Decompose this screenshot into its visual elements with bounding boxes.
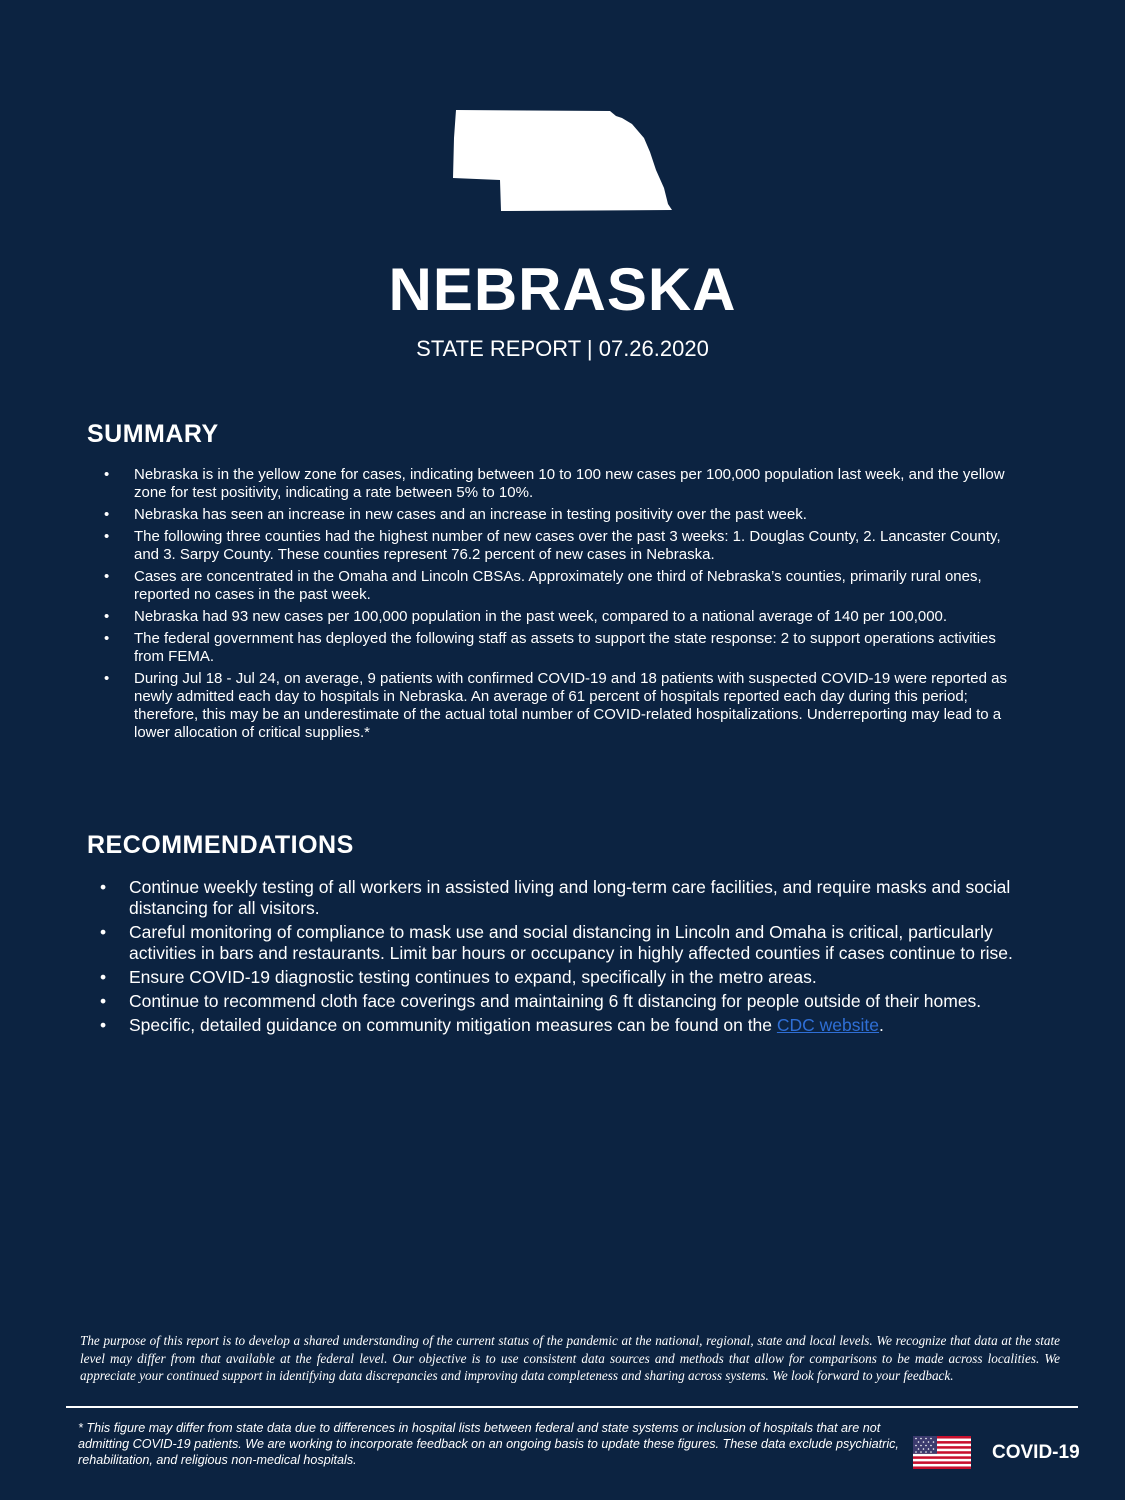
summary-list [104, 466, 1024, 746]
summary-item-text: Nebraska is in the yellow zone for cases, indicating between 10 to 100 new cases per 100,000 population last week, and the yellow zone for test positivity, indicating a rate between 5% to 10%. [134, 466, 1005, 501]
summary-item [104, 466, 1024, 502]
report-disclaimer: The purpose of this report is to develop a shared understanding of the current status of the pandemic at the national, regional, state and local levels. We recognize that data at the state level may differ from that available at the federal level. Our objective is to use consistent data sources and methods that allow for comparisons to be made across localities. We appreciate your continued support in identifying data discrepancies and improving data completeness and sharing across systems. We look forward to your feedback. [80, 1333, 1060, 1383]
footer-divider [66, 1406, 1078, 1408]
summary-item-text: The following three counties had the highest number of new cases over the past 3 weeks: 1. Douglas County, 2. Lancaster County, and 3. Sarpy County. These counties represent 76.2 percent of new cases in Nebraska. [134, 528, 1001, 563]
bullet-icon: • [100, 1015, 107, 1035]
page-title: NEBRASKA [388, 256, 737, 323]
summary-item-text: The federal government has deployed the following staff as assets to support the state response: 2 to support operations activities from FEMA. [134, 630, 996, 665]
bullet-icon: • [100, 922, 107, 942]
bullet-icon: • [104, 528, 110, 545]
bullet-icon: • [100, 991, 107, 1011]
recommendation-item-prefix: Specific, detailed guidance on community mitigation measures can be found on the [129, 1015, 777, 1035]
bullet-icon: • [100, 967, 107, 987]
recommendations-list [100, 877, 1025, 1039]
recommendation-item-text: Ensure COVID-19 diagnostic testing continues to expand, specifically in the metro areas. [129, 967, 817, 987]
summary-item [104, 630, 1024, 666]
recommendation-item [100, 877, 1025, 919]
bullet-icon: • [104, 466, 110, 483]
recommendation-item [100, 967, 1025, 988]
recommendation-item [100, 922, 1025, 964]
nebraska-state-outline-icon [450, 108, 674, 214]
report-date-subtitle: STATE REPORT | 07.26.2020 [416, 336, 709, 361]
bullet-icon: • [100, 877, 107, 897]
bullet-icon: • [104, 670, 110, 687]
recommendation-item-suffix: . [879, 1015, 884, 1035]
recommendations-heading: RECOMMENDATIONS [87, 831, 354, 859]
bullet-icon: • [104, 506, 110, 523]
bullet-icon: • [104, 630, 110, 647]
recommendation-item-text: Continue weekly testing of all workers in assisted living and long-term care facilities, and require masks and social distancing for all visitors. [129, 877, 1011, 918]
summary-item [104, 528, 1024, 564]
hospital-data-footnote: * This figure may differ from state data due to differences in hospital lists between federal and state systems or inclusion of hospitals that are not admitting COVID-19 patients. We are working to incorporate feedback on an ongoing basis to update these figures. These data exclude psychiatric, rehabilitation, and religious non-medical hospitals. [78, 1421, 899, 1467]
summary-item [104, 568, 1024, 604]
us-flag-icon [913, 1436, 971, 1469]
covid-19-brand: COVID-19 [992, 1442, 1080, 1463]
bullet-icon: • [104, 608, 110, 625]
summary-heading: SUMMARY [87, 420, 219, 448]
summary-item-text: Nebraska had 93 new cases per 100,000 population in the past week, compared to a national average of 140 per 100,000. [134, 608, 948, 625]
recommendation-item-text: Continue to recommend cloth face coverings and maintaining 6 ft distancing for people outside of their homes. [129, 991, 982, 1011]
summary-item-text: Nebraska has seen an increase in new cases and an increase in testing positivity over the past week. [134, 506, 807, 523]
summary-item-text: During Jul 18 - Jul 24, on average, 9 patients with confirmed COVID-19 and 18 patients with suspected COVID-19 were reported as newly admitted each day to hospitals in Nebraska. An average of 61 percent of hospitals reported each day during this period; therefore, this may be an underestimate of the actual total number of COVID-related hospitalizations. Underreporting may lead to a lower allocation of critical supplies.* [134, 670, 1007, 741]
summary-item [104, 506, 1024, 524]
bullet-icon: • [104, 568, 110, 585]
recommendation-item [100, 1015, 1025, 1036]
recommendation-item-text: Careful monitoring of compliance to mask use and social distancing in Lincoln and Omaha is critical, particularly activities in bars and restaurants. Limit bar hours or occupancy in highly affected counties if cases continue to rise. [129, 922, 1013, 963]
summary-item [104, 670, 1024, 742]
summary-item-text: Cases are concentrated in the Omaha and Lincoln CBSAs. Approximately one third of Nebraska’s counties, primarily rural ones, reported no cases in the past week. [134, 568, 982, 603]
cdc-website-link[interactable]: CDC website [776, 1015, 880, 1035]
summary-item [104, 608, 1024, 626]
recommendation-item [100, 991, 1025, 1012]
